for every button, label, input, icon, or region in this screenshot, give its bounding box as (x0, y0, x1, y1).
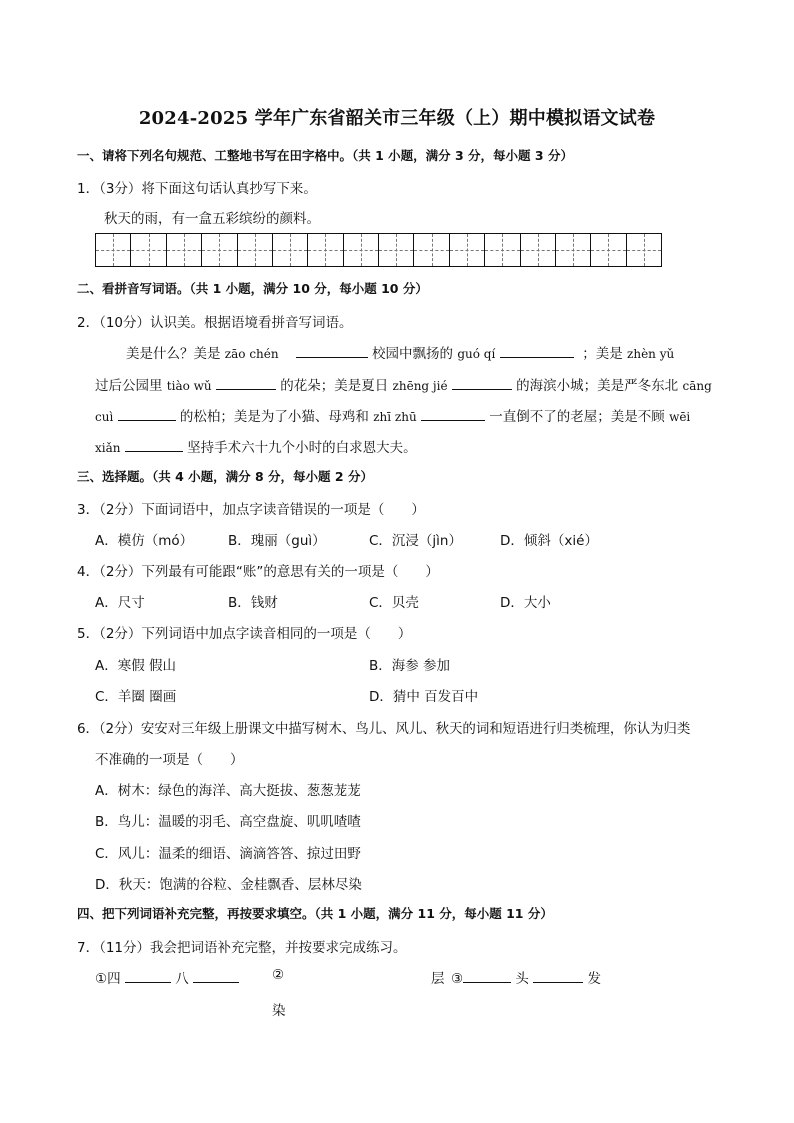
question-6-line-1: 6．（2分）安安对三年级上册课文中描写树木、鸟儿、风儿、秋天的词和短语进行归类梳理，你认为归类 (77, 721, 691, 737)
answer-blank-7[interactable] (421, 408, 485, 421)
q2-paragraph-line-3: cuì 的松柏；美是为了小猫、母鸡和 zhī zhū 一直倒不了的老屋；美是不顾 wēi (95, 409, 691, 425)
q7-blank-1[interactable] (125, 970, 171, 983)
question-1: 1．（3分）将下面这句话认真抄写下来。 (77, 181, 317, 197)
q3-option-b[interactable]: B．瑰丽（guì） (228, 533, 326, 549)
q2-paragraph-line-1: 美是什么？美是 zāo chén 校园中飘扬的 guó qí ；美是 zhèn yǔ (126, 346, 675, 362)
section-2-heading: 二、看拼音写词语。（共 1 小题，满分 10 分，每小题 10 分） (77, 281, 428, 296)
question-4: 4．（2分）下列最有可能跟“账”的意思有关的一项是（ ） (77, 564, 439, 580)
pinyin-8a: wēi (669, 410, 691, 424)
q5-option-a[interactable]: A．寒假 假山 (95, 658, 177, 674)
q4-option-c[interactable]: C．贝壳 (369, 595, 419, 611)
section-1-heading: 一、请将下列名句规范、工整地书写在田字格中。（共 1 小题，满分 3 分，每小题 3 分） (77, 148, 573, 163)
q7-blank-3[interactable] (463, 970, 511, 983)
question-1-sentence: 秋天的雨，有一盒五彩缤纷的颜料。 (104, 211, 320, 227)
q3-option-a[interactable]: A．模仿（mó） (95, 533, 194, 549)
pinyin-6a: cāng (682, 379, 712, 393)
pinyin-4: tiào wǔ (166, 379, 212, 393)
q5-option-d[interactable]: D．猜中 百发百中 (369, 689, 479, 705)
section-3-heading: 三、选择题。（共 4 小题，满分 8 分，每小题 2 分） (77, 469, 373, 484)
page-title: 2024-2025 学年广东省韶关市三年级（上）期中模拟语文试卷 (138, 108, 656, 129)
q3-option-d[interactable]: D．倾斜（xié） (500, 533, 598, 549)
pinyin-2: guó qí (457, 347, 496, 361)
question-3: 3．（2分）下面词语中，加点字读音错误的一项是（ ） (77, 502, 425, 518)
q6-option-c[interactable]: C．风儿：温柔的细语、滴滴答答、掠过田野 (95, 846, 361, 862)
q2-paragraph-line-2: 过后公园里 tiào wǔ 的花朵；美是夏日 zhēng jié 的海滨小城；美是严冬东北 cāng (95, 378, 712, 394)
answer-blank-6[interactable] (118, 408, 176, 421)
q7-part-2-label: ② (272, 967, 285, 983)
pinyin-3: zhèn yǔ (627, 347, 675, 361)
answer-blank-5[interactable] (452, 377, 512, 390)
q3-option-c[interactable]: C．沉浸（jìn） (369, 533, 462, 549)
tianzige-grid[interactable] (95, 233, 662, 267)
answer-blank-1[interactable] (296, 345, 368, 358)
q7-part-2-char: 层 (431, 971, 445, 987)
q6-option-a[interactable]: A．树木：绿色的海洋、高大挺拔、葱葱茏茏 (95, 783, 361, 799)
pinyin-7: zhī zhū (373, 410, 417, 424)
q7-blank-2[interactable] (193, 970, 239, 983)
question-6-line-2: 不准确的一项是（ ） (95, 752, 244, 768)
section-4-heading: 四、把下列词语补充完整，再按要求填空。（共 1 小题，满分 11 分，每小题 11 分） (77, 906, 553, 921)
question-2: 2．（10分）认识美。根据语境看拼音写词语。 (77, 315, 353, 331)
pinyin-1: zāo chén (224, 347, 279, 361)
q5-option-b[interactable]: B．海参 参加 (369, 658, 451, 674)
pinyin-6b: cuì (95, 410, 114, 424)
q4-option-a[interactable]: A．尺寸 (95, 595, 145, 611)
pinyin-8b: xiǎn (95, 441, 121, 455)
q6-option-d[interactable]: D．秋天：饱满的谷粒、金桂飘香、层林尽染 (95, 877, 362, 893)
q5-option-c[interactable]: C．羊圈 圈画 (95, 689, 177, 705)
q7-part-2-char-2: 染 (272, 1003, 286, 1019)
q7-part-1: ①四 八 (95, 967, 239, 987)
q6-option-b[interactable]: B．鸟儿：温暖的羽毛、高空盘旋、叽叽喳喳 (95, 814, 361, 830)
answer-blank-8[interactable] (125, 439, 183, 452)
q4-option-b[interactable]: B．钱财 (228, 595, 278, 611)
q7-blank-4[interactable] (533, 970, 583, 983)
answer-blank-2[interactable] (500, 345, 574, 358)
answer-blank-4[interactable] (216, 377, 276, 390)
q7-part-3: ③ 头 发 (451, 971, 601, 987)
pinyin-5: zhēng jié (392, 379, 448, 393)
q2-paragraph-line-4: xiǎn 坚持手术六十九个小时的白求恩大夫。 (95, 440, 417, 456)
question-7: 7．（11分）我会把词语补充完整，并按要求完成练习。 (77, 940, 407, 956)
question-5: 5．（2分）下列词语中加点字读音相同的一项是（ ） (77, 626, 412, 642)
q4-option-d[interactable]: D．大小 (500, 595, 551, 611)
